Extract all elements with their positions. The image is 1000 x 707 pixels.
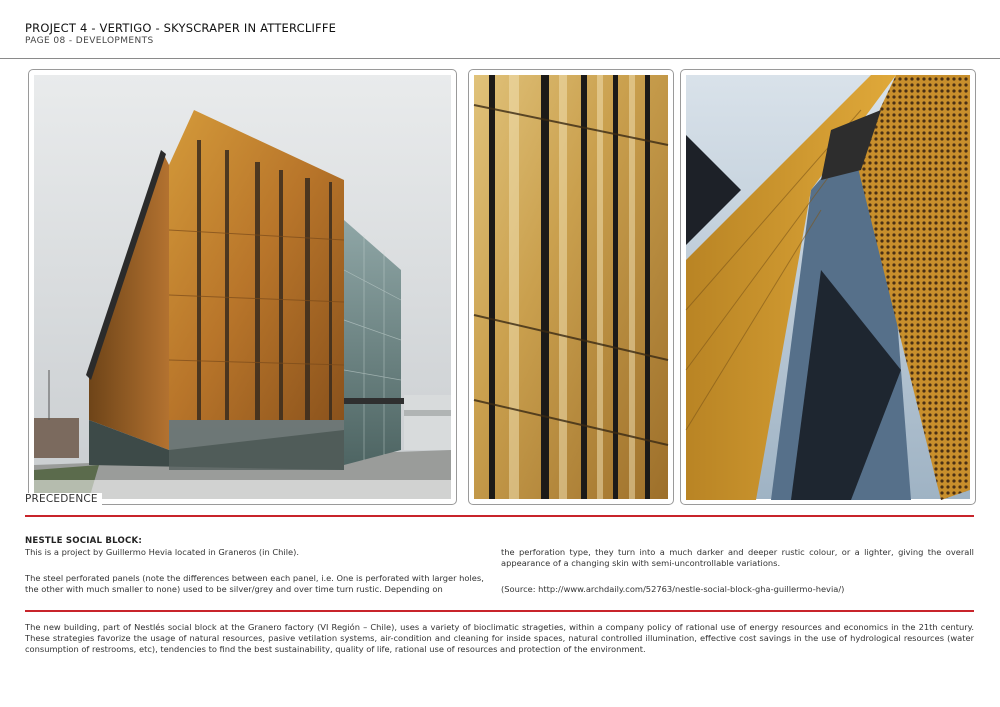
building-photo-frame xyxy=(28,69,457,505)
article-source-link[interactable]: (Source: http://www.archdaily.com/52763/nestle-social-block-gha-guillermo-hevia/) xyxy=(501,584,845,594)
perforated-panel-photo xyxy=(681,70,975,504)
facade-detail-frame xyxy=(468,69,674,505)
page-title: PROJECT 4 - VERTIGO - SKYSCRAPER IN ATTERCLIFFE xyxy=(25,21,337,35)
facade-detail-photo xyxy=(469,70,673,504)
building-photo xyxy=(29,70,456,504)
article-continuation-text: the perforation type, they turn into a much darker and deeper rustic colour, or a lighter, giving the overall appearance of a changing skin with semi-uncontrollable variations. xyxy=(501,547,974,568)
perforated-panel-frame xyxy=(680,69,976,505)
article-panels-text: The steel perforated panels (note the differences between each panel, i.e. One is perforated with larger holes, the other with much smaller to none) used to be silver/grey and over time turn rustic. Depending on xyxy=(25,573,484,594)
precedence-label: PRECEDENCE xyxy=(25,493,102,505)
section-divider-bottom xyxy=(25,610,974,612)
article-intro: This is a project by Guillermo Hevia located in Graneros (in Chile). xyxy=(25,547,299,557)
page-subtitle: PAGE 08 - DEVELOPMENTS xyxy=(25,36,154,46)
article-heading: NESTLE SOCIAL BLOCK: xyxy=(25,536,142,546)
article-building-text: The new building, part of Nestlés social block at the Granero factory (VI Región – Chile), uses a variety of bioclimatic strageties, within a company policy of rational use of energy resources and economics in the 21th century. These strategies favorize the usage of natural resources, pasive vetilation systems, air-condition and cleaning for inside spaces, natural controlled illumination, effective cost savings in the use of hydrological resources (water consumption of restrooms, etc), tendencies to find the best sustainability, quality of life, rational use of resources and protection of the environment. xyxy=(25,622,974,654)
header-divider xyxy=(0,58,1000,59)
section-divider-top xyxy=(25,515,974,517)
